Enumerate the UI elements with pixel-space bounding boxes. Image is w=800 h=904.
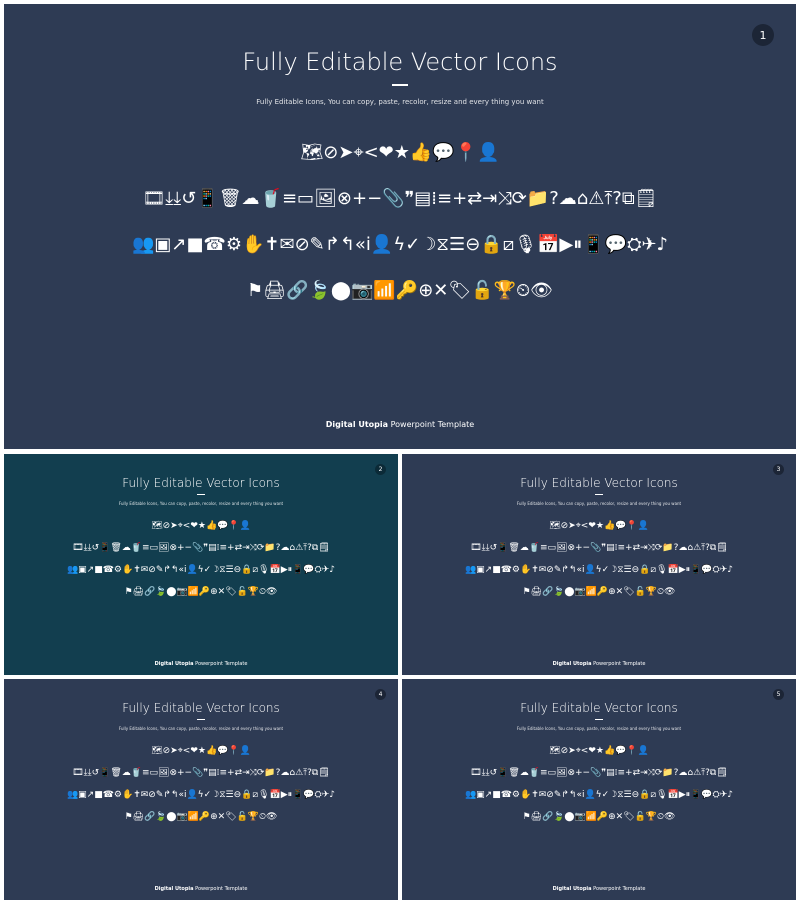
icon-grid <box>4 747 398 822</box>
icon-row-2: 🎞⤓⤓↺📱🗑☁🥤≡▭🖼⊗+−📎❞▤⁞≡+⇄⇥⤨⟳📁?☁⌂⚠⤒?⧉🗒 <box>72 543 330 553</box>
slide-thumbnail-2[interactable] <box>4 454 398 675</box>
slide-number-badge: 1 <box>752 24 774 46</box>
slide-title: Fully Editable Vector Icons <box>122 701 280 715</box>
slide-title: Fully Editable Vector Icons <box>242 48 558 76</box>
slide-footer <box>402 661 796 667</box>
slide-thumbnail-3[interactable] <box>402 454 796 675</box>
icon-row-3: 👥▣↗■☎⚙✋✝✉⊘✎↱↰«i👤ϟ✓☽⧖☰⊖🔒⧄🎙📅▶⏸📱💬⛭✈♪ <box>66 790 336 800</box>
icon-grid <box>4 144 796 300</box>
slide-footer <box>4 661 398 667</box>
slide-subtitle: Fully Editable Icons, You can copy, paste, recolor, resize and every thing you want <box>118 726 284 731</box>
slide-number-badge: 3 <box>773 464 784 475</box>
icon-row-4: ⚑🖨🔗🍃⬤📷📶🔑⊕✕🏷🔓🏆⏲👁 <box>124 587 278 597</box>
icon-row-2: 🎞⤓⤓↺📱🗑☁🥤≡▭🖼⊗+−📎❞▤⁞≡+⇄⇥⤨⟳📁?☁⌂⚠⤒?⧉🗒 <box>470 768 728 778</box>
icon-row-1: 🗺⊘➤⌖<❤★👍💬📍👤 <box>151 521 251 531</box>
footer-brand: Digital Utopia <box>552 886 592 892</box>
icon-row-2: 🎞⤓⤓↺📱🗑☁🥤≡▭🖼⊗+−📎❞▤⁞≡+⇄⇥⤨⟳📁?☁⌂⚠⤒?⧉🗒 <box>72 768 330 778</box>
title-underline <box>595 494 603 495</box>
slide-footer <box>4 886 398 892</box>
icon-row-1: 🗺⊘➤⌖<❤★👍💬📍👤 <box>151 746 251 756</box>
slide-subtitle: Fully Editable Icons, You can copy, paste, recolor, resize and every thing you want <box>118 501 284 506</box>
icon-row-1: 🗺⊘➤⌖<❤★👍💬📍👤 <box>549 521 649 531</box>
footer-suffix: Powerpoint Template <box>195 886 248 892</box>
footer-suffix: Powerpoint Template <box>195 661 248 667</box>
icon-grid <box>402 522 796 597</box>
icon-grid <box>4 522 398 597</box>
slide-number-badge: 2 <box>375 464 386 475</box>
icon-row-2: 🎞⤓⤓↺📱🗑☁🥤≡▭🖼⊗+−📎❞▤⁞≡+⇄⇥⤨⟳📁?☁⌂⚠⤒?⧉🗒 <box>142 188 658 209</box>
icon-row-3: 👥▣↗■☎⚙✋✝✉⊘✎↱↰«i👤ϟ✓☽⧖☰⊖🔒⧄🎙📅▶⏸📱💬⛭✈♪ <box>66 565 336 575</box>
footer-brand: Digital Utopia <box>552 661 592 667</box>
footer-suffix: Powerpoint Template <box>593 661 646 667</box>
slide-title: Fully Editable Vector Icons <box>520 701 678 715</box>
slide-main[interactable] <box>4 4 796 449</box>
icon-row-1: 🗺⊘➤⌖<❤★👍💬📍👤 <box>300 142 500 163</box>
title-underline <box>197 719 205 720</box>
icon-row-4: ⚑🖨🔗🍃⬤📷📶🔑⊕✕🏷🔓🏆⏲👁 <box>522 812 676 822</box>
icon-row-3: 👥▣↗■☎⚙✋✝✉⊘✎↱↰«i👤ϟ✓☽⧖☰⊖🔒⧄🎙📅▶⏸📱💬⛭✈♪ <box>464 565 734 575</box>
icon-row-4: ⚑🖨🔗🍃⬤📷📶🔑⊕✕🏷🔓🏆⏲👁 <box>247 280 553 301</box>
slide-number-badge: 5 <box>773 689 784 700</box>
slide-subtitle: Fully Editable Icons, You can copy, paste, recolor, resize and every thing you want <box>516 726 682 731</box>
title-underline <box>392 84 408 86</box>
icon-row-4: ⚑🖨🔗🍃⬤📷📶🔑⊕✕🏷🔓🏆⏲👁 <box>522 587 676 597</box>
footer-brand: Digital Utopia <box>154 886 194 892</box>
slide-thumbnail-5[interactable] <box>402 679 796 900</box>
slide-title: Fully Editable Vector Icons <box>520 476 678 490</box>
icon-row-3: 👥▣↗■☎⚙✋✝✉⊘✎↱↰«i👤ϟ✓☽⧖☰⊖🔒⧄🎙📅▶⏸📱💬⛭✈♪ <box>464 790 734 800</box>
slide-subtitle: Fully Editable Icons, You can copy, paste, recolor, resize and every thing you want <box>256 98 544 106</box>
footer-suffix: Powerpoint Template <box>390 420 475 429</box>
footer-suffix: Powerpoint Template <box>593 886 646 892</box>
icon-grid <box>402 747 796 822</box>
icon-row-3: 👥▣↗■☎⚙✋✝✉⊘✎↱↰«i👤ϟ✓☽⧖☰⊖🔒⧄🎙📅▶⏸📱💬⛭✈♪ <box>131 234 669 255</box>
slide-footer <box>4 420 796 429</box>
slide-title: Fully Editable Vector Icons <box>122 476 280 490</box>
slide-subtitle: Fully Editable Icons, You can copy, paste, recolor, resize and every thing you want <box>516 501 682 506</box>
icon-row-2: 🎞⤓⤓↺📱🗑☁🥤≡▭🖼⊗+−📎❞▤⁞≡+⇄⇥⤨⟳📁?☁⌂⚠⤒?⧉🗒 <box>470 543 728 553</box>
slide-footer <box>402 886 796 892</box>
icon-row-1: 🗺⊘➤⌖<❤★👍💬📍👤 <box>549 746 649 756</box>
footer-brand: Digital Utopia <box>154 661 194 667</box>
icon-row-4: ⚑🖨🔗🍃⬤📷📶🔑⊕✕🏷🔓🏆⏲👁 <box>124 812 278 822</box>
title-underline <box>595 719 603 720</box>
footer-brand: Digital Utopia <box>325 420 389 429</box>
title-underline <box>197 494 205 495</box>
slide-thumbnail-4[interactable] <box>4 679 398 900</box>
slide-number-badge: 4 <box>375 689 386 700</box>
